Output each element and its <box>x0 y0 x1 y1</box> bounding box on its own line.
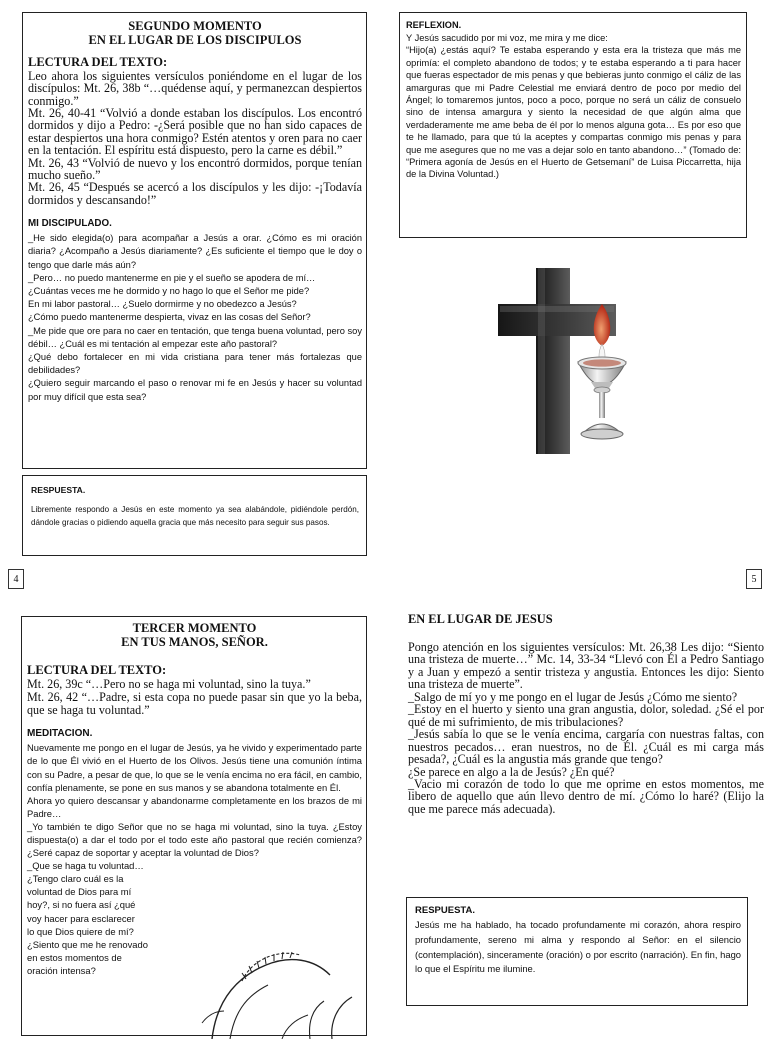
respuesta-text: Libremente respondo a Jesús en este momento ya sea alabándole, pidiéndole perdón, dándole gracias o pidiendo aquella gracia que más necesito para seguir sus pasos. <box>31 505 359 527</box>
praying-hands-sketch <box>182 935 364 1039</box>
section-title: SEGUNDO MOMENTO EN EL LUGAR DE LOS DISCIPULOS <box>88 19 302 48</box>
lectura-heading: LECTURA DEL TEXTO: <box>27 662 167 677</box>
reflexion-box <box>399 12 747 238</box>
meditacion-heading: MEDITACION. <box>27 728 93 740</box>
discipulado-heading: MI DISCIPULADO. <box>28 218 112 230</box>
segundo-momento-box <box>22 12 367 469</box>
reflexion-intro: Y Jesús sacudido por mi voz, me mira y me dice: <box>406 33 608 43</box>
page-number-left: 4 <box>8 569 24 589</box>
en-el-lugar-de-jesus <box>408 612 764 815</box>
meditacion-questions: _Que se haga tu voluntad… ¿Tengo claro cuál es la voluntad de Dios para mí hoy?, si no fuera así ¿qué voy hacer para esclarecer lo que Dios quiere de mí? ¿Siento que me he renovado en estos momentos de oración intensa? <box>27 860 148 976</box>
reflexion-heading: REFLEXION. <box>406 20 462 30</box>
respuesta-text: Jesús me ha hablado, ha tocado profundamente mi corazón, ahora respiro profundamente, sereno mi alma y respondo al Señor: en el silencio (contemplación), sinceramente (oración) o por escrito (narración). En fin, hago lo que el Espíritu me ilumine. <box>415 919 741 975</box>
meditacion-text: Nuevamente me pongo en el lugar de Jesús, ya he vivido y experimentado parte de lo que Él vivió en el Huerto de los Olivos. Jesús tiene una comunión íntima con su Padre, a pesar de que, lo que se le venía encima no era fácil, en cambio, confía plenamente, se pone en sus manos y se abandona totalmente en Él. Ahora yo quiero descansar y abandonarme completamente en los brazos de mi Padre… _Yo también te digo Señor que no se haga mi voluntad, sino la tuya. ¿Estoy dispuesta(o) a dar el todo por el todo este año pastoral que recién comienza? ¿Seré capaz de soportar y aceptar la voluntad de Dios? <box>27 742 362 859</box>
respuesta-heading: RESPUESTA. <box>415 905 476 916</box>
section-title: TERCER MOMENTO EN TUS MANOS, SEÑOR. <box>121 621 268 650</box>
cross-chalice-illustration <box>498 268 698 454</box>
section-title: EN EL LUGAR DE JESUS <box>408 612 553 626</box>
lectura-text: Leo ahora los siguientes versículos poniéndome en el lugar de los discípulos: Mt. 26, 38b “…quédense aquí, y permanezcan despiertos conmigo.” Mt. 26, 40-41 “Volvió a donde estaban los discípulos. Los encontró dormidos y dijo a Pedro: -¿Será posible que no han sido capaces de estar despiertos una hora conmigo? Estén atentos y oren para no caer en la tentación. El espíritu está dispuesto, pero la carne es débil.” Mt. 26, 43 “Volvió de nuevo y los encontró dormidos, porque tenían mucho sueño.” Mt. 26, 45 “Después se acercó a los discípulos y les dijo: -¡Todavía dormidos y descansando!” <box>28 68 362 207</box>
respuesta-box-top <box>22 475 367 556</box>
lectura-heading: LECTURA DEL TEXTO: <box>28 54 168 69</box>
respuesta-heading: RESPUESTA. <box>31 485 86 495</box>
reflexion-text: “Hijo(a) ¿estás aquí? Te estaba esperando y esta era la tristeza que más me oprimía: el completo abandono de todos; y te estaba esperando a ti para hacer que fueras espectador de mis penas y que bebieras junto conmigo el cáliz de las amarguras que mi Padre Celestial me enviará dentro de poco por medio del Ángel; lo tomaremos juntos, poco a poco, porque no será un cáliz de consuelo sino de intensa amargura y siento la necesidad de que algún alma que verdaderamente me ame beba de él por lo menos alguna gota… Es por eso que te he llamado, para que tú la aceptes y compartas conmigo mis penas y para que me asegures que no me vas a dejar solo en tanto abandono…” (Tomado de: “Primera agonía de Jesús en el Huerto de Getsemaní” de Luisa Piccarretta, hija de la Divina Voluntad.) <box>406 45 741 180</box>
discipulado-text: _He sido elegida(o) para acompañar a Jesús a orar. ¿Cómo es mi oración diaria? ¿Acompaño a Jesús diariamente? ¿Es suficiente el tiempo que le doy o tengo que darle más aún? _Pero… no puedo mantenerme en pie y el sueño se apodera de mí… ¿Cuántas veces me he dormido y no hago lo que el Señor me pide? En mi labor pastoral… ¿Suelo dormirme y no obedezco a Jesús? ¿Cómo puedo mantenerme despierta, vivaz en las cosas del Señor? _Me pide que ore para no caer en tentación, que tenga buena voluntad, pero soy débil… ¿Cuál es mi tentación al empezar este año pastoral? ¿Qué debo fortalecer en mi vida cristiana para tener más fortalezas que debilidades? ¿Quiero seguir marcando el paso o renovar mi fe en Jesús y hacer su voluntad por muy difícil que esta sea? <box>28 233 362 402</box>
tercer-momento-box <box>21 616 367 1036</box>
page-number-right: 5 <box>746 569 762 589</box>
respuesta-box-bottom <box>406 897 748 1006</box>
lectura-text: Mt. 26, 39c “…Pero no se haga mi voluntad, sino la tuya.” Mt. 26, 42 “…Padre, si esta copa no puede pasar sin que yo la beba, que se haga tu voluntad.” <box>27 676 362 718</box>
lugar-jesus-text: Pongo atención en los siguientes versículos: Mt. 26,38 Les dijo: “Siento una tristeza de muerte…” Mc. 14, 33-34 “Llevó con Él a Pedro Santiago y a Juan y empezó a sentir tristeza y angustia. Entonces les dijo: Siento una tristeza de muerte”. _Salgo de mí yo y me pongo en el lugar de Jesús ¿Cómo me siento? _Estoy en el huerto y siento una gran angustia, dolor, soledad. ¿Sé el por qué de mi sufrimiento, de mis tribulaciones? _Jesús sabía lo que se le venía encima, cargaría con nuestras faltas, con nuestros pecados… eran nuestros, no de Él. ¿Cuál es mi carga más pesada?, ¿Cuál es la angustia más grande que tengo? ¿Se parece en algo a la de Jesús? ¿En qué? _Vacio mi corazón de todo lo que me oprime en estos momentos, me libero de aquello que aún llevo dentro de mí. ¿Cómo lo haré? (Elijo la que me parece más adecuada). <box>408 640 764 816</box>
